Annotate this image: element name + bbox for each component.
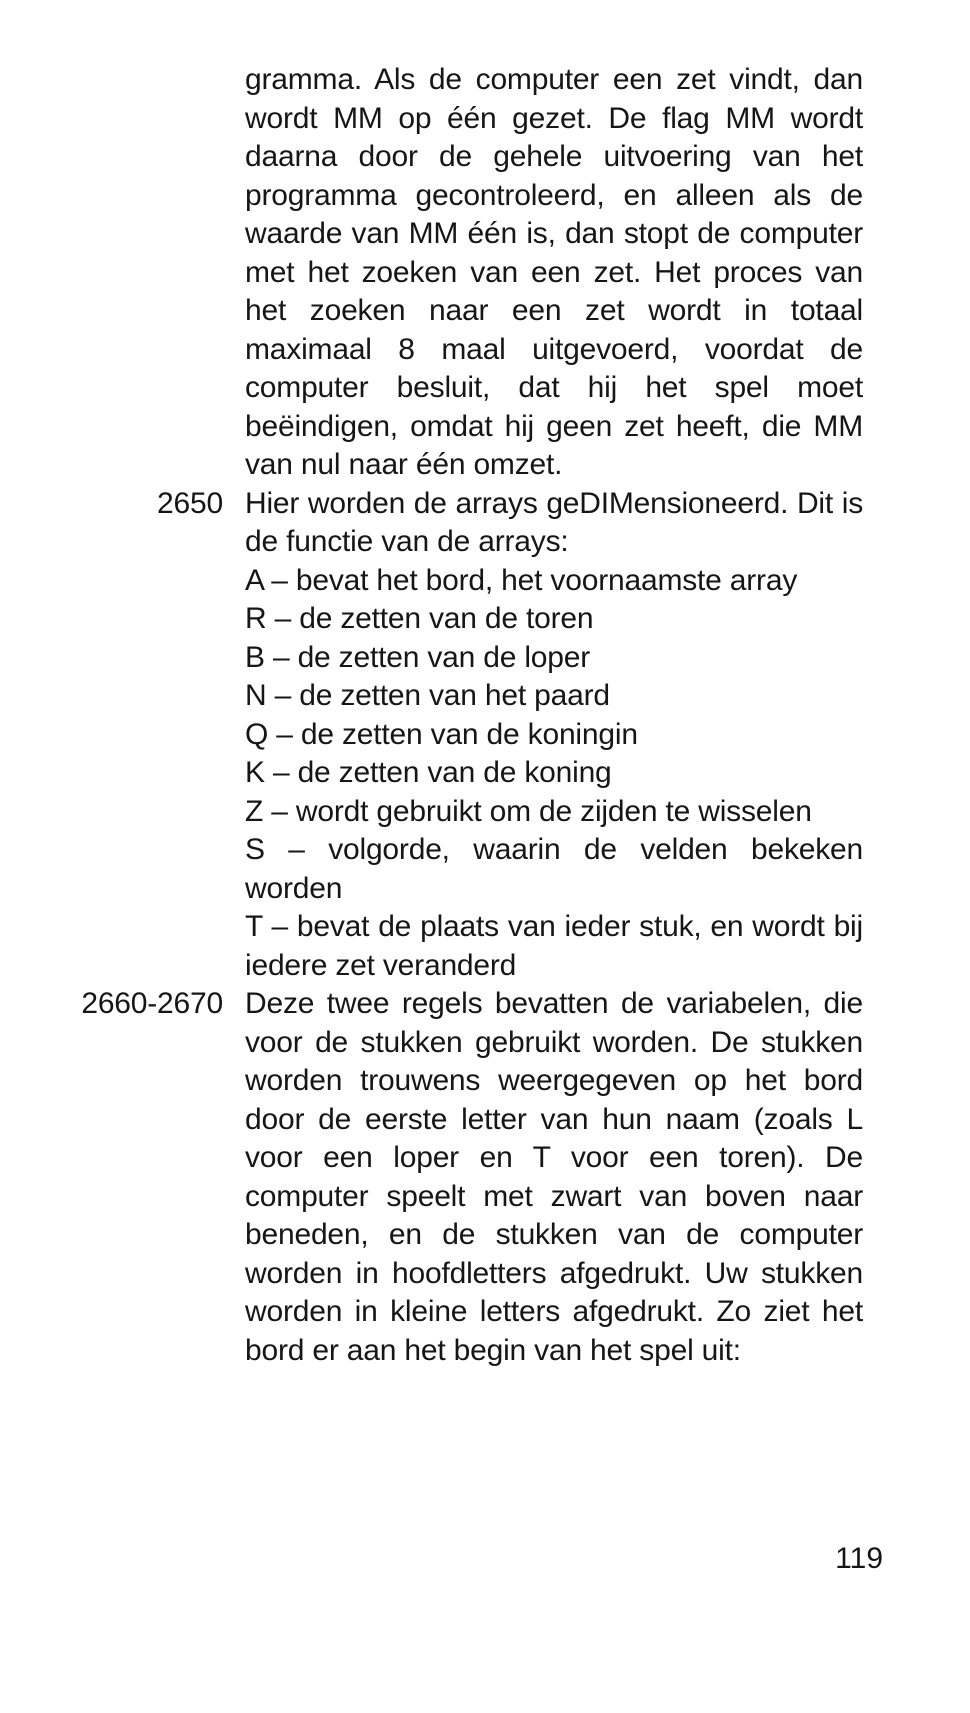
paragraph-2650 xyxy=(0,485,970,986)
paragraph-text: gramma. Als de computer een zet vindt, dan wordt MM op één gezet. De flag MM wordt daarna door de gehele uitvoering van het programma gecontroleerd, en alleen als de waarde van MM één is, dan stopt de computer met het zoeken van een zet. Het proces van het zoeken naar een zet wordt in totaal maximaal 8 maal uitgevoerd, voordat de computer besluit, dat hij het spel moet beëindigen, omdat hij geen zet heeft, die MM van nul naar één omzet. xyxy=(245,63,863,481)
line-number: 2650 xyxy=(157,486,223,520)
array-item-s: S – volgorde, waarin de velden bekeken worden xyxy=(245,833,863,905)
array-list xyxy=(245,562,863,986)
array-item-a: A – bevat het bord, het voornaamste array xyxy=(245,563,798,597)
paragraph-2660-2670 xyxy=(0,985,970,1370)
array-item-n: N – de zetten van het paard xyxy=(245,679,610,712)
array-item-b: B – de zetten van de loper xyxy=(245,640,591,674)
paragraph-text: Deze twee regels bevatten de variabelen, die voor de stukken gebruikt worden. De stukken worden trouwens weergegeven op het bord door de eerste letter van hun naam (zoals L voor een loper en T voor een toren). De computer speelt met zwart van boven naar beneden, en de stukken van de computer worden in hoofdletters afgedrukt. Uw stukken worden in kleine letters afgedrukt. Zo ziet het bord er aan het begin van het spel uit: xyxy=(245,987,863,1367)
paragraph-body xyxy=(245,61,863,485)
text-column xyxy=(0,61,970,1370)
array-item-k: K – de zetten van de koning xyxy=(245,756,612,789)
paragraph-continuation xyxy=(0,61,970,485)
page-number: 119 xyxy=(835,1542,883,1575)
array-item-z: Z – wordt gebruikt om de zijden te wisselen xyxy=(245,794,812,828)
paragraph-body xyxy=(245,485,863,986)
line-number: 2660-2670 xyxy=(81,987,223,1020)
paragraph-body xyxy=(245,985,863,1370)
array-item-r: R – de zetten van de toren xyxy=(245,602,594,635)
array-item-t: T – bevat de plaats van ieder stuk, en wordt bij iedere zet veranderd xyxy=(245,910,863,982)
array-item-q: Q – de zetten van de koningin xyxy=(245,717,638,751)
paragraph-text: Hier worden de arrays geDIMensioneerd. Dit is de functie van de arrays: xyxy=(245,486,863,558)
